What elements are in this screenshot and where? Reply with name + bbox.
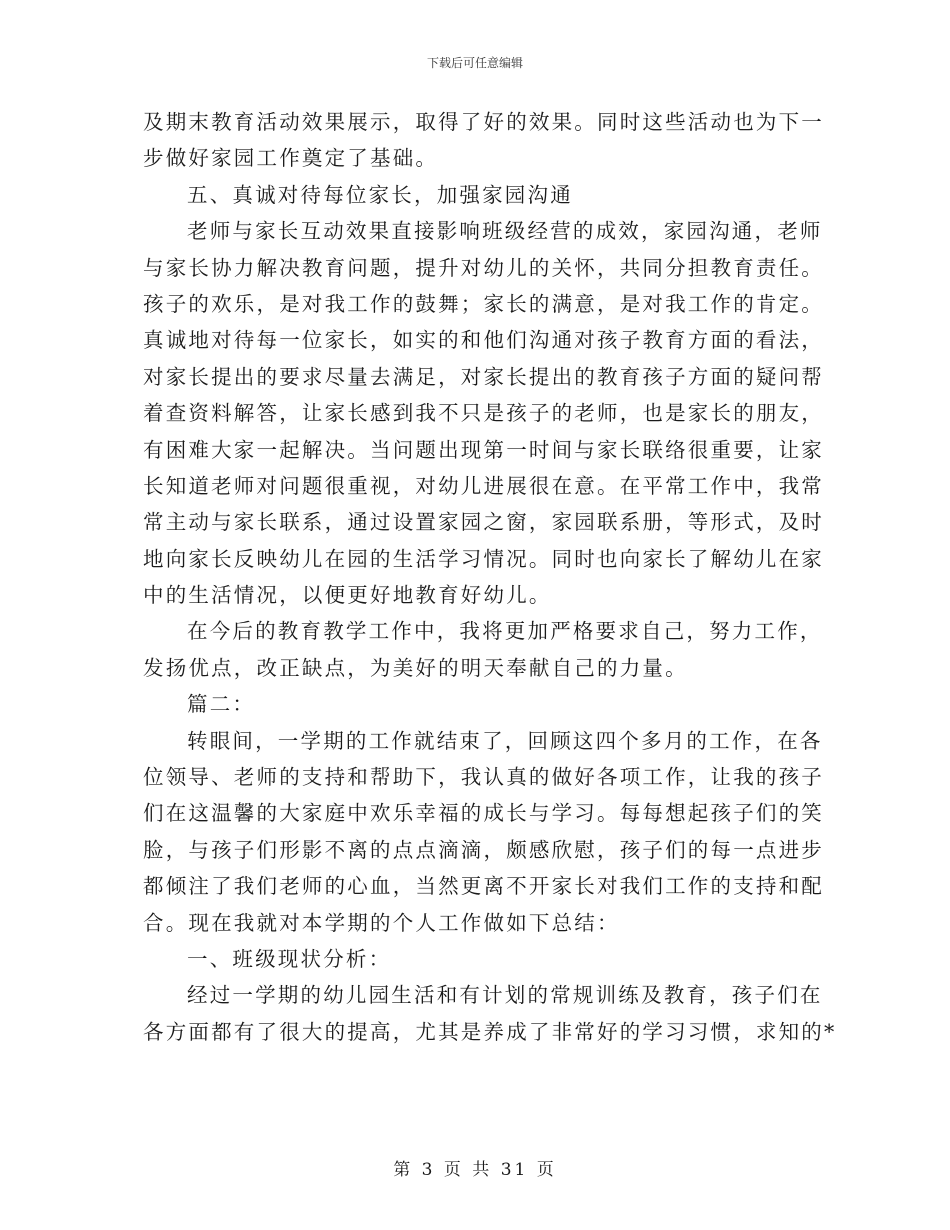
document-body: [143, 104, 837, 1050]
section-heading: 一、班级现状分析：: [187, 946, 392, 971]
text-line: 脸，与孩子们形影不离的点点滴滴，颇感欣慰，孩子们的每一点进步: [143, 837, 824, 862]
text-line: 经过一学期的幼儿园生活和有计划的常规训练及教育，孩子们在: [187, 983, 823, 1008]
text-line: 有困难大家一起解决。当问题出现第一时间与家长联络很重要，让家: [143, 437, 824, 462]
section-heading: 五、真诚对待每位家长，加强家园沟通: [187, 182, 573, 207]
page-header-note: 下载后可任意编辑: [426, 56, 523, 70]
text-line: 位领导、老师的支持和帮助下，我认真的做好各项工作，让我的孩子: [143, 765, 824, 790]
text-line: 长知道老师对问题很重视，对幼儿进展很在意。在平常工作中，我常: [143, 473, 824, 498]
text-line: 转眼间，一学期的工作就结束了，回顾这四个多月的工作，在各: [187, 728, 823, 753]
text-line: 步做好家园工作奠定了基础。: [143, 146, 439, 171]
page-number: 第 3 页 共 31 页: [393, 1160, 557, 1180]
text-line: 及期末教育活动效果展示，取得了好的效果。同时这些活动也为下一: [143, 110, 824, 134]
text-line: 着查资料解答，让家长感到我不只是孩子的老师，也是家长的朋友，: [143, 401, 824, 426]
text-line: 地向家长反映幼儿在园的生活学习情况。同时也向家长了解幼儿在家: [143, 546, 824, 571]
text-line: 与家长协力解决教育问题，提升对幼儿的关怀，共同分担教育责任。: [143, 255, 824, 280]
text-line: 真诚地对待每一位家长，如实的和他们沟通对孩子教育方面的看法，: [143, 328, 824, 353]
text-line: 都倾注了我们老师的心血，当然更离不开家长对我们工作的支持和配: [143, 874, 824, 899]
text-line: 孩子的欢乐，是对我工作的鼓舞；家长的满意，是对我工作的肯定。: [143, 291, 824, 316]
text-line: 合。现在我就对本学期的个人工作做如下总结：: [143, 910, 620, 935]
section-heading: 篇二：: [187, 692, 256, 717]
text-line: 中的生活情况，以便更好地教育好幼儿。: [143, 583, 552, 608]
text-line: 常主动与家长联系，通过设置家园之窗，家园联系册，等形式，及时: [143, 510, 824, 535]
text-line: 发扬优点，改正缺点，为美好的明天奉献自己的力量。: [143, 655, 688, 680]
text-line: 们在这温馨的大家庭中欢乐幸福的成长与学习。每每想起孩子们的笑: [143, 801, 824, 826]
text-line: 老师与家长互动效果直接影响班级经营的成效，家园沟通，老师: [187, 219, 823, 244]
text-line: 对家长提出的要求尽量去满足，对家长提出的教育孩子方面的疑问帮: [143, 364, 824, 389]
text-line: 在今后的教育教学工作中，我将更加严格要求自己，努力工作，: [187, 619, 823, 644]
text-line: 各方面都有了很大的提高，尤其是养成了非常好的学习习惯，求知的*: [143, 1019, 837, 1044]
